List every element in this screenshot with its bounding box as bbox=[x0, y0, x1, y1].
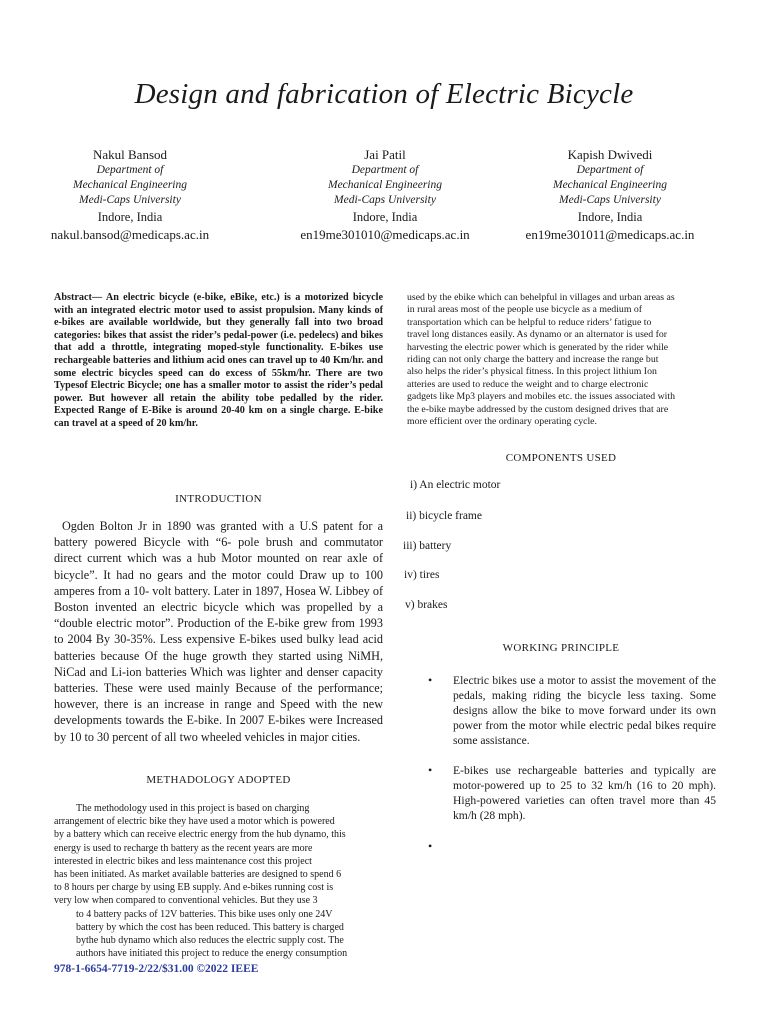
abstract-label: Abstract— bbox=[54, 292, 103, 303]
bullet-text: Electric bikes use a motor to assist the movement of the pedals, making riding the bicycle less taxing. Some designs allow the bike to move forward under its own power from the motor while electric pedal bikes require some assistance. bbox=[453, 674, 716, 747]
methodology-text bbox=[54, 802, 383, 960]
list-item: iii) battery bbox=[403, 540, 452, 552]
abstract bbox=[54, 292, 383, 431]
paragraph-line: used by the ebike which can behelpful in villages and urban areas as bbox=[407, 292, 675, 303]
methodology-line: to 8 hours per charge by using EB supply. And e-bikes running cost is bbox=[54, 882, 334, 894]
author-university: Medi-Caps University bbox=[334, 194, 436, 206]
paragraph-line: riding can not only charge the battery and increase the range but bbox=[407, 354, 659, 366]
paragraph-line: more efficient over the ordinary operating cycle. bbox=[407, 416, 597, 428]
introduction-paragraph: Ogden Bolton Jr in 1890 was granted with a U.S patent for a battery powered Bicycle with “6- pole brush and commutator direct current which was a hub Motor mounted on rear axle of bicycle”. It had no gears and the motor could Draw up to 100 amperes from a 10- volt battery. Later in 1897, Hosea W. Libbey of Boston invented an electric bicycle which was propelled by a “double electric motor”. Production of the E-bike grew from 1993 to 2004 By 30-35%. Less expensive E-bikes used bulky lead acid batteries because Of the huge growth they started using NiMH, NiCad and Li-ion batteries Which was lighter and denser capacity batteries. These were used mainly Because of the performance; however, there is an increase in range and Speed with the new developments towards the E-bike. In 2007 E-bikes were Increased by 10 to 30 percent of all two wheeled vehicles in major cities. bbox=[54, 519, 383, 744]
author-dept-line2: Mechanical Engineering bbox=[72, 179, 187, 191]
bullet-item bbox=[428, 763, 716, 823]
paragraph-line: travel long distances easily. As dynamo or an alternator is used for bbox=[407, 329, 667, 341]
methodology-line: arrangement of electric bike they have used a motor which is powered bbox=[54, 816, 335, 828]
author-city: Indore, India bbox=[352, 210, 418, 224]
author-dept-line1: Department of bbox=[576, 164, 644, 176]
list-item: i) An electric motor bbox=[410, 479, 501, 491]
bullet-glyph: • bbox=[428, 839, 433, 853]
methodology-line: battery by which the cost has been reduced. This battery is charged bbox=[76, 921, 344, 933]
methodology-line: to 4 battery packs of 12V batteries. This bike uses only one 24V bbox=[76, 908, 333, 920]
author-university: Medi-Caps University bbox=[559, 194, 661, 206]
paragraph-line: harvesting the electric power which is generated by the rider while bbox=[407, 341, 669, 353]
methodology-line: by a battery which can receive electric energy from the hub dynamo, this bbox=[54, 829, 346, 841]
bullet-glyph: • bbox=[428, 763, 433, 777]
ieee-copyright-footer: 978-1-6654-7719-2/22/$31.00 ©2022 IEEE bbox=[54, 963, 259, 975]
author-name: Nakul Bansod bbox=[92, 147, 168, 162]
author-city: Indore, India bbox=[577, 210, 643, 224]
working-principle-heading: WORKING PRINCIPLE bbox=[502, 642, 620, 654]
introduction-heading: INTRODUCTION bbox=[175, 493, 262, 505]
paragraph-line: in rural areas most of the people use bicycle as a medium of bbox=[407, 304, 643, 316]
author-dept-line2: Mechanical Engineering bbox=[327, 179, 442, 191]
paragraph-line: gadgets like Mp3 players and mobiles etc. the issues associated with bbox=[407, 391, 675, 403]
author-email: nakul.bansod@medicaps.ac.in bbox=[50, 227, 210, 242]
bullet-glyph: • bbox=[428, 673, 433, 687]
bullet-text: E-bikes use rechargeable batteries and typically are motor-powered up to 25 to 32 km/h (16 to 20 mph). High-powered varieties can often travel more than 45 km/h (28 mph). bbox=[453, 764, 716, 822]
abstract-text: An electric bicycle (e-bike, eBike, etc.) is a motorized bicycle with an integrated electric motor used to assist propulsion. Many kinds of e-bikes are available worldwide, but they generally fall into two broad categories: bikes that assist the rider’s pedal-power (i.e. pedelecs) and bikes that add a throttle, integrating moped-style functionality. E-bikes use rechargeable batteries and lithium acid ones can travel up to 40 Km/hr. and some electric bicycles speed can do excess of 55km/hr. There are two Typesof Electric Bicycle; one has a smaller motor to assist the rider’s pedal power. But however all retain the ability tobe pedalled by the rider. Expected Range of E-Bike is around 20-40 km on a single charge. E-bike can travel at a speed of 20 km/hr. bbox=[54, 292, 383, 429]
paragraph-line: transportation which can be helpful to reduce riders’ fatigue to bbox=[407, 316, 652, 328]
author-block-1 bbox=[35, 146, 225, 243]
author-email: en19me301011@medicaps.ac.in bbox=[525, 227, 695, 242]
author-city: Indore, India bbox=[97, 210, 163, 224]
methodology-line: authors have initiated this project to reduce the energy consumption bbox=[76, 948, 348, 960]
bullet-item bbox=[428, 673, 716, 748]
paragraph-line: the e-bike maybe addressed by the custom designed drives that are bbox=[407, 403, 669, 415]
paragraph-line: atteries are used to reduce the weight and to charge electronic bbox=[407, 378, 649, 390]
methodology-line: very low when compared to conventional vehicles. But they use 3 bbox=[54, 895, 318, 907]
author-name: Kapish Dwivedi bbox=[567, 147, 653, 162]
author-block-3 bbox=[510, 146, 710, 243]
list-item: ii) bicycle frame bbox=[406, 510, 482, 522]
list-item: iv) tires bbox=[404, 569, 440, 581]
author-name: Jai Patil bbox=[364, 147, 406, 162]
list-item: v) brakes bbox=[405, 599, 448, 611]
right-column-paragraph bbox=[407, 292, 715, 428]
components-heading: COMPONENTS USED bbox=[505, 452, 617, 464]
bullet-item bbox=[428, 839, 716, 855]
methodology-line: interested in electric bikes and less maintenance cost this project bbox=[54, 855, 312, 867]
methodology-line: energy is used to recharge th battery as the recent years are more bbox=[54, 842, 313, 854]
introduction-text bbox=[54, 518, 383, 745]
author-email: en19me301010@medicaps.ac.in bbox=[300, 227, 470, 242]
author-dept-line1: Department of bbox=[351, 164, 419, 176]
author-university: Medi-Caps University bbox=[79, 194, 181, 206]
methodology-line: The methodology used in this project is based on charging bbox=[76, 803, 310, 814]
methodology-line: has been initiated. As market available batteries are designed to spend 6 bbox=[54, 869, 342, 881]
paragraph-line: also helps the rider’s physical fitness. In this project lithium Ion bbox=[407, 366, 657, 378]
paper-title: Design and fabrication of Electric Bicycle bbox=[134, 78, 634, 110]
methodology-heading: METHADOLOGY ADOPTED bbox=[146, 774, 291, 786]
author-dept-line1: Department of bbox=[96, 164, 164, 176]
author-block-2 bbox=[285, 146, 485, 243]
author-dept-line2: Mechanical Engineering bbox=[552, 179, 667, 191]
methodology-line: bythe hub dynamo which also reduces the electric supply cost. The bbox=[76, 935, 344, 947]
